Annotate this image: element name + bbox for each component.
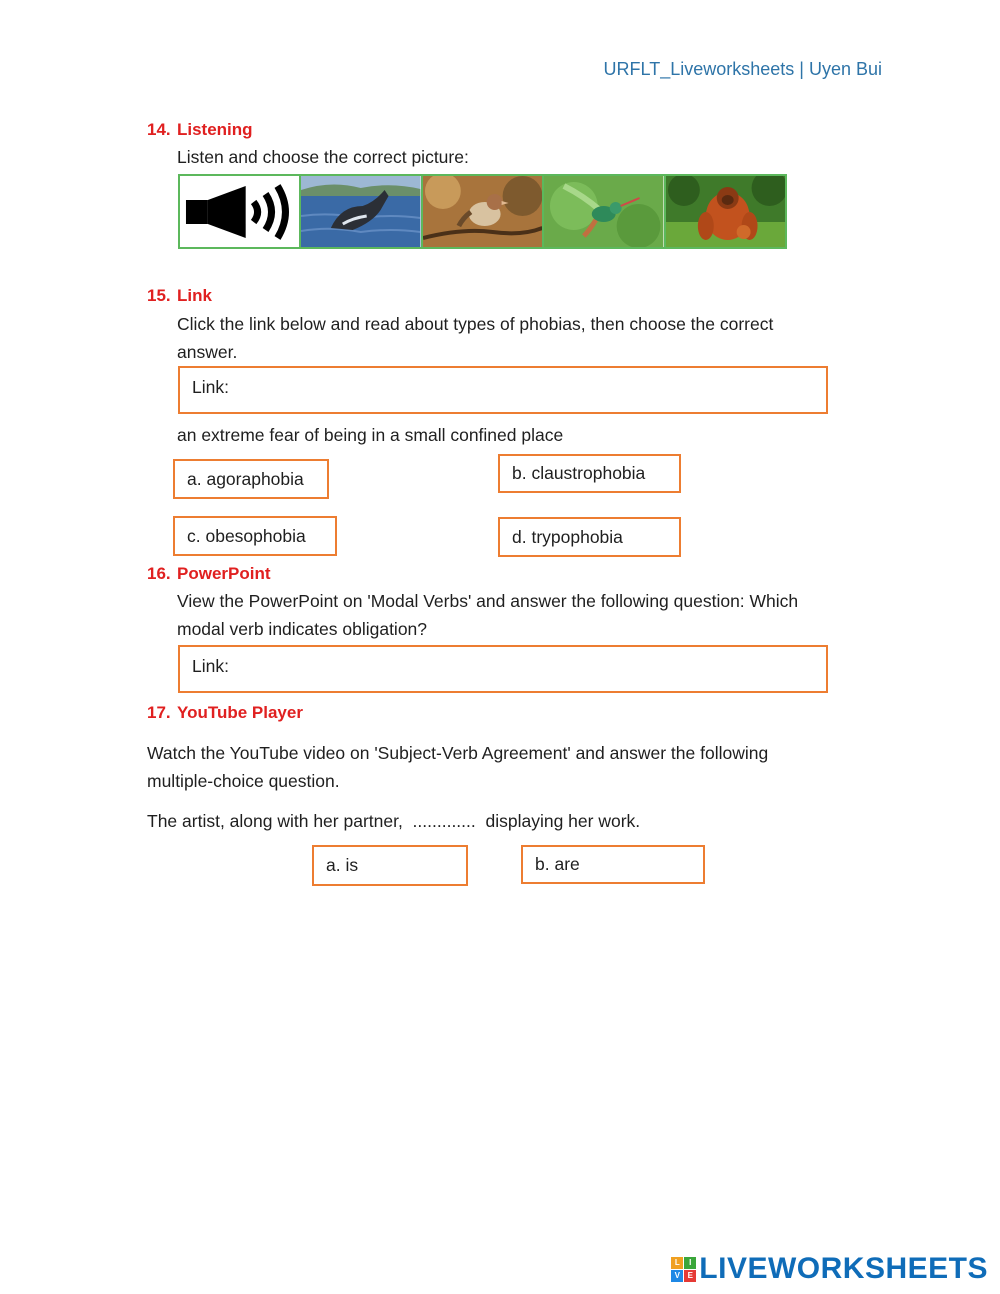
- logo-block-e: E: [684, 1270, 696, 1282]
- hummingbird-icon[interactable]: [544, 176, 665, 247]
- speaker-icon[interactable]: [180, 176, 301, 247]
- q17-number: 17.: [147, 703, 171, 722]
- q15-title: [147, 286, 212, 306]
- picture-choice-strip: [178, 174, 787, 249]
- orangutan-icon[interactable]: [666, 176, 785, 247]
- q17-option-b[interactable]: b. are: [521, 845, 705, 884]
- whale-icon[interactable]: [301, 176, 422, 247]
- q17-instruction-line1: Watch the YouTube video on 'Subject-Verb Agreement' and answer the following: [147, 743, 769, 763]
- logo-block-i: I: [684, 1257, 696, 1269]
- q16-link-field[interactable]: [178, 645, 828, 693]
- q15-instruction-line1: Click the link below and read about types of phobias, then choose the correct: [177, 314, 774, 334]
- q15-option-a[interactable]: a. agoraphobia: [173, 459, 329, 499]
- q17-title: [147, 703, 303, 723]
- q17-title-text: YouTube Player: [177, 703, 303, 722]
- q16-number: 16.: [147, 564, 171, 583]
- q14-title: [147, 120, 253, 140]
- q14-title-text: Listening: [177, 120, 253, 139]
- q15-link-label: Link:: [192, 377, 229, 397]
- header-credit: URFLT_Liveworksheets | Uyen Bui: [603, 59, 882, 79]
- logo-block-v: V: [671, 1270, 683, 1282]
- q16-title: [147, 564, 271, 584]
- q16-instruction-line1: View the PowerPoint on 'Modal Verbs' and answer the following question: Which: [177, 591, 799, 611]
- q16-instruction-line2: modal verb indicates obligation?: [177, 619, 428, 639]
- q16-link-label: Link:: [192, 656, 229, 676]
- q14-instruction: Listen and choose the correct picture:: [177, 147, 469, 167]
- sparrow-icon[interactable]: [423, 176, 544, 247]
- q16-title-text: PowerPoint: [177, 564, 271, 583]
- logo-block-l: L: [671, 1257, 683, 1269]
- q15-link-field[interactable]: [178, 366, 828, 414]
- q15-title-text: Link: [177, 286, 212, 305]
- q15-prompt: an extreme fear of being in a small confined place: [177, 425, 564, 445]
- q14-number: 14.: [147, 120, 171, 139]
- liveworksheets-logo: [671, 1253, 988, 1285]
- q15-option-b[interactable]: b. claustrophobia: [498, 454, 681, 493]
- logo-text: LIVEWORKSHEETS: [699, 1252, 988, 1285]
- q17-option-a[interactable]: a. is: [312, 845, 468, 886]
- q15-option-d[interactable]: d. trypophobia: [498, 517, 681, 557]
- q17-sentence: The artist, along with her partner, ............. displaying her work.: [147, 811, 641, 831]
- q17-instruction-line2: multiple-choice question.: [147, 771, 340, 791]
- q15-instruction-line2: answer.: [177, 342, 238, 362]
- q15-option-c[interactable]: c. obesophobia: [173, 516, 337, 556]
- q15-number: 15.: [147, 286, 171, 305]
- logo-blocks-icon: [671, 1257, 696, 1282]
